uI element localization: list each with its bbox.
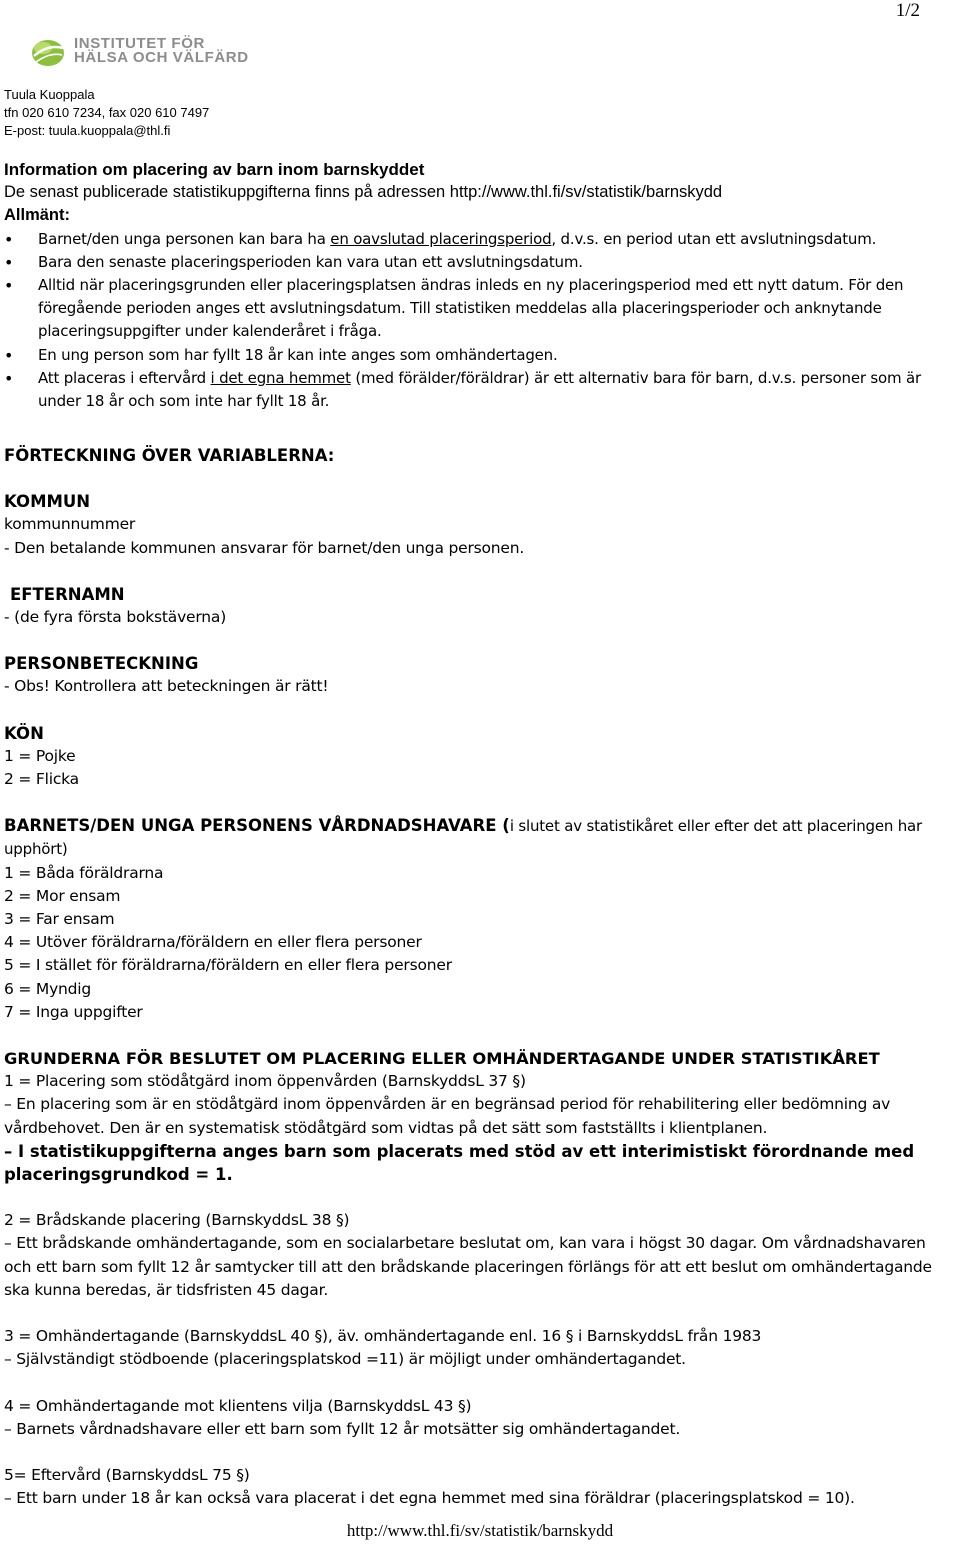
kommun-heading: KOMMUN xyxy=(4,492,91,512)
grund-option: 4 = Omhändertagande mot klientens vilja (BarnskyddsL 43 §) xyxy=(4,1396,472,1415)
intro-section xyxy=(4,158,958,413)
footer-url: http://www.thl.fi/sv/statistik/barnskydd xyxy=(346,1521,614,1540)
kon-option: 1 = Pojke xyxy=(4,746,76,765)
personbeteckning-line: - Obs! Kontrollera att beteckningen är rätt! xyxy=(4,677,329,696)
efternamn-line: - (de fyra första bokstäverna) xyxy=(4,608,227,627)
bullet-text: , d.v.s. en period utan ett avslutningsdatum. xyxy=(551,229,877,248)
variables-heading: FÖRTECKNING ÖVER VARIABLERNA: xyxy=(4,446,335,465)
grund-description: – Ett brådskande omhändertagande, som en socialarbetare beslutat om, kan vara i högst 30 dagar. Om vårdnadshavaren och ett barn som fyllt 12 år samtycker till att den brådskande placeringen förlängs för att ett beslut om omhändertagande ska kunna beredas, är tidsfristen 45 dagar. xyxy=(4,1234,932,1299)
contact-name: Tuula Kuoppala xyxy=(4,87,95,102)
grund-option: 2 = Brådskande placering (BarnskyddsL 38 §) xyxy=(4,1211,350,1230)
contact-block xyxy=(4,86,209,140)
underlined-phrase: i det egna hemmet xyxy=(210,368,351,387)
vardnadshavare-option: 2 = Mor ensam xyxy=(4,886,121,905)
kommun-line: - Den betalande kommunen ansvarar för barnet/den unga personen. xyxy=(4,538,525,557)
bullet-item: • Alltid när placeringsgrunden eller placeringsplatsen ändras inleds en ny placeringsperiod med ett nytt datum. För den föregående perioden anges ett avslutningsdatum. Till statistiken meddelas alla placeringsperioder och anknytande placeringsuppgifter under kalenderåret i fråga. xyxy=(4,274,958,344)
vardnadshavare-heading xyxy=(4,814,954,861)
bullet-item: • Bara den senaste placeringsperioden kan vara utan ett avslutningsdatum. xyxy=(4,251,958,274)
efternamn-heading: EFTERNAMN xyxy=(10,584,125,604)
bullet-item xyxy=(4,367,958,413)
vardnadshavare-option: 5 = I stället för föräldrarna/föräldern en eller flera personer xyxy=(4,956,452,975)
document-title: Information om placering av barn inom barnskyddet xyxy=(4,160,425,179)
vardnadshavare-option: 6 = Myndig xyxy=(4,979,92,998)
thl-logo xyxy=(30,34,249,68)
leaf-logo-icon xyxy=(30,34,66,68)
grund-option: 3 = Omhändertagande (BarnskyddsL 40 §), äv. omhändertagande enl. 16 § i BarnskyddsL från 1983 xyxy=(4,1327,762,1346)
vardnadshavare-subtitle: i slutet av statistikåret eller efter det att placeringen har upphört) xyxy=(4,817,923,859)
vardnadshavare-title: BARNETS/DEN UNGA PERSONENS VÅRDNADSHAVARE ( xyxy=(4,816,510,836)
underlined-phrase: en oavslutad placeringsperiod xyxy=(330,229,552,248)
grund-description: – Självständigt stödboende (placeringsplatskod =11) är möjligt under omhändertagandet. xyxy=(4,1350,686,1369)
grund-note: – I statistikuppgifterna anges barn som placerats med stöd av ett interimistiskt förordnande med placeringsgrundkod = 1. xyxy=(4,1141,915,1185)
logo-line-1: INSTITUTET FÖR xyxy=(74,35,205,52)
grund-description: – En placering som är en stödåtgärd inom öppenvården är en begränsad period för rehabilitering eller bedömning av vårdbehovet. Den är en systematisk stödåtgärd som vidtas på det sätt som fastställts i klientplanen. xyxy=(4,1095,891,1137)
grund-description: – Barnets vårdnadshavare eller ett barn som fyllt 12 år motsätter sig omhändertagandet. xyxy=(4,1419,681,1438)
general-list xyxy=(4,228,958,414)
bullet-text: Att placeras i eftervård xyxy=(38,368,211,387)
kommun-line: kommunnummer xyxy=(4,515,136,534)
bullet-text: (med förälder/föräldrar) är ett alternativ bara för barn, d.v.s. personer som är under 18 år och som inte har fyllt 18 år. xyxy=(38,368,921,411)
grund-option: 1 = Placering som stödåtgärd inom öppenvården (BarnskyddsL 37 §) xyxy=(4,1072,526,1091)
grund-description: – Ett barn under 18 år kan också vara placerat i det egna hemmet med sina föräldrar (placeringsplatskod = 10). xyxy=(4,1489,855,1508)
grunder-heading: GRUNDERNA FÖR BESLUTET OM PLACERING ELLER OMHÄNDERTAGANDE UNDER STATISTIKÅRET xyxy=(4,1049,880,1069)
variables-section xyxy=(4,444,954,1510)
logo-text xyxy=(74,37,249,65)
personbeteckning-heading: PERSONBETECKNING xyxy=(4,654,199,674)
bullet-item: • En ung person som har fyllt 18 år kan inte anges som omhändertagen. xyxy=(4,344,958,367)
vardnadshavare-option: 1 = Båda föräldrarna xyxy=(4,863,164,882)
kon-option: 2 = Flicka xyxy=(4,770,79,789)
vardnadshavare-option: 7 = Inga uppgifter xyxy=(4,1002,143,1021)
contact-email: E-post: tuula.kuoppala@thl.fi xyxy=(4,123,171,138)
kon-heading: KÖN xyxy=(4,723,44,743)
vardnadshavare-option: 3 = Far ensam xyxy=(4,910,115,929)
vardnadshavare-option: 4 = Utöver föräldrarna/föräldern en eller flera personer xyxy=(4,933,422,952)
bullet-item xyxy=(4,228,958,251)
bullet-text: Barnet/den unga personen kan bara ha xyxy=(38,229,331,248)
published-info: De senast publicerade statistikuppgifterna finns på adressen http://www.thl.fi/sv/statistik/barnskydd xyxy=(4,183,723,202)
contact-phone: tfn 020 610 7234, fax 020 610 7497 xyxy=(4,105,210,120)
logo-line-2: HÄLSA OCH VÄLFÄRD xyxy=(74,49,249,66)
general-heading: Allmänt: xyxy=(4,206,70,225)
grund-option: 5= Eftervård (BarnskyddsL 75 §) xyxy=(4,1465,250,1484)
page-number: 1/2 xyxy=(895,0,920,21)
